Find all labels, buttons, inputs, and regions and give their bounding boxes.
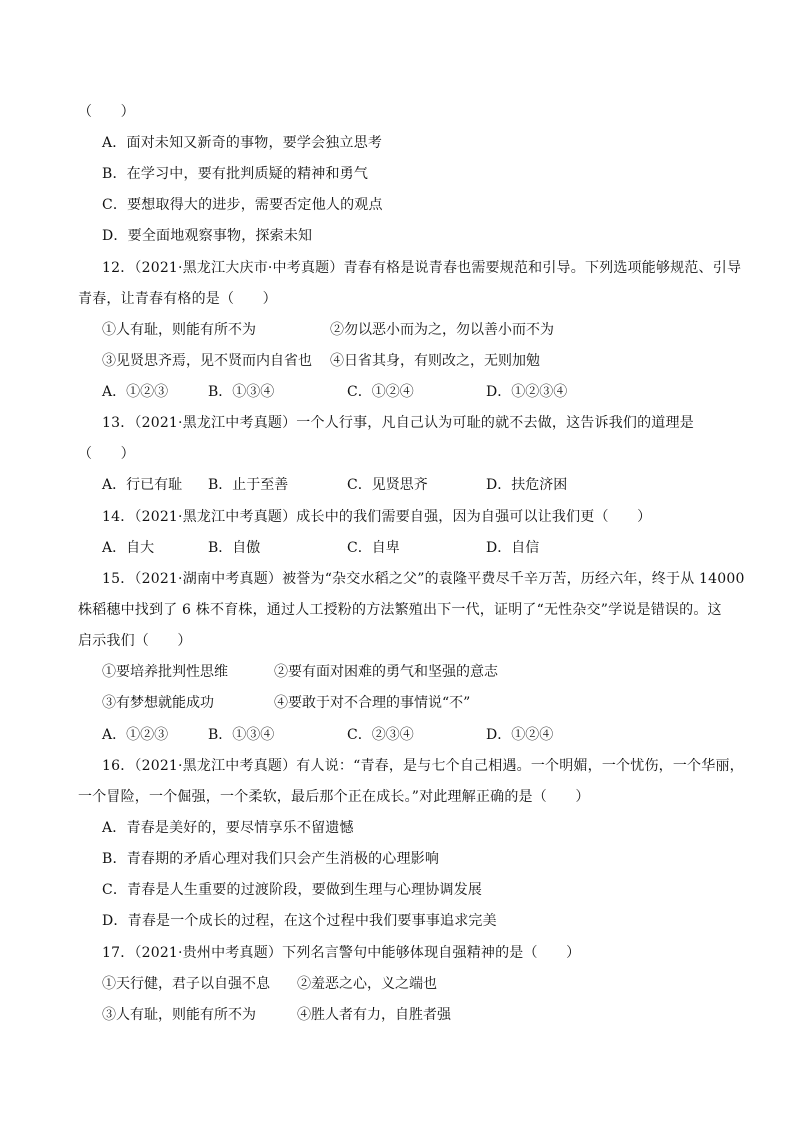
statement-4: ④日省其身，有则改之，无则加勉 [330,353,540,369]
option-d: D．青春是一个成长的过程，在这个过程中我们要事事追求完美 [102,913,497,929]
option-b: B．在学习中，要有批判质疑的精神和勇气 [102,166,369,182]
option-b: B．①③④ [208,384,275,400]
option-c: C．自卑 [347,540,400,556]
statement-3: ③人有耻，则能有所不为 [102,1007,256,1023]
answer-paren: （ ） [78,104,135,120]
question-15-stem: 15．（2021·湖南中考真题）被誉为“杂交水稻之父”的袁隆平费尽千辛万苦，历经六年，终于从 14000 [102,571,745,587]
option-c: C．②③④ [347,727,414,743]
statement-1: ①天行健，君子以自强不息 [102,976,270,992]
option-d: D．①②④ [486,727,554,743]
question-17-stem: 17．（2021·贵州中考真题）下列名言警句中能够体现自强精神的是（ ） [102,945,581,961]
option-d: D．①②③④ [486,384,568,400]
question-14-stem: 14．（2021·黑龙江中考真题）成长中的我们需要自强，因为自强可以让我们更（ ） [102,509,652,525]
question-15-stem-cont2: 启示我们（ ） [78,633,192,649]
option-a: A．①②③ [102,727,169,743]
option-d: D．自信 [486,540,540,556]
option-a: A．①②③ [102,384,169,400]
option-b: B．青春期的矛盾心理对我们只会产生消极的心理影响 [102,851,440,867]
statement-4: ④要敢于对不合理的事情说“不” [274,695,471,711]
option-a: A．青春是美好的，要尽情享乐不留遗憾 [102,820,354,836]
question-13-stem: 13．（2021·黑龙江中考真题）一个人行事，凡自己认为可耻的就不去做，这告诉我们的道理是 [102,415,694,431]
option-c: C．①②④ [347,384,414,400]
option-a: A．行已有耻 [102,477,183,493]
option-b: B．自傲 [208,540,261,556]
option-d: D．扶危济困 [486,477,568,493]
statement-1: ①人有耻，则能有所不为 [102,322,256,338]
option-b: B．止于至善 [208,477,289,493]
statement-2: ②羞恶之心，义之端也 [297,976,437,992]
option-a: A．自大 [102,540,155,556]
statement-1: ①要培养批判性思维 [102,664,228,680]
statement-4: ④胜人者有力，自胜者强 [297,1007,451,1023]
statement-2: ②勿以恶小而为之，勿以善小而不为 [330,322,554,338]
question-15-stem-cont: 株稻穗中找到了 6 株不育株，通过人工授粉的方法繁殖出下一代，证明了“无性杂交”学说是错误的。这 [78,602,722,618]
question-16-stem: 16．（2021·黑龙江中考真题）有人说：“青春，是与七个自己相遇。一个明媚，一个忧伤，一个华丽， [102,758,744,774]
option-b: B．①③④ [208,727,275,743]
statement-3: ③有梦想就能成功 [102,695,214,711]
statement-3: ③见贤思齐焉，见不贤而内自省也 [102,353,312,369]
option-a: A．面对未知又新奇的事物，要学会独立思考 [102,135,383,151]
option-c: C．见贤思齐 [347,477,428,493]
question-16-stem-cont: 一个冒险，一个倔强，一个柔软，最后那个正在成长。”对此理解正确的是（ ） [78,789,590,805]
statement-2: ②要有面对困难的勇气和坚强的意志 [274,664,498,680]
option-d: D．要全面地观察事物，探索未知 [102,228,313,244]
option-c: C．青春是人生重要的过渡阶段，要做到生理与心理协调发展 [102,882,483,898]
question-12-stem-cont: 青春，让青春有格的是（ ） [78,291,277,307]
option-c: C．要想取得大的进步，需要否定他人的观点 [102,197,383,213]
question-12-stem: 12．（2021·黑龙江大庆市·中考真题）青春有格是说青春也需要规范和引导。下列选项能够规范、引导 [102,260,742,276]
question-13-stem-cont: （ ） [78,446,135,462]
